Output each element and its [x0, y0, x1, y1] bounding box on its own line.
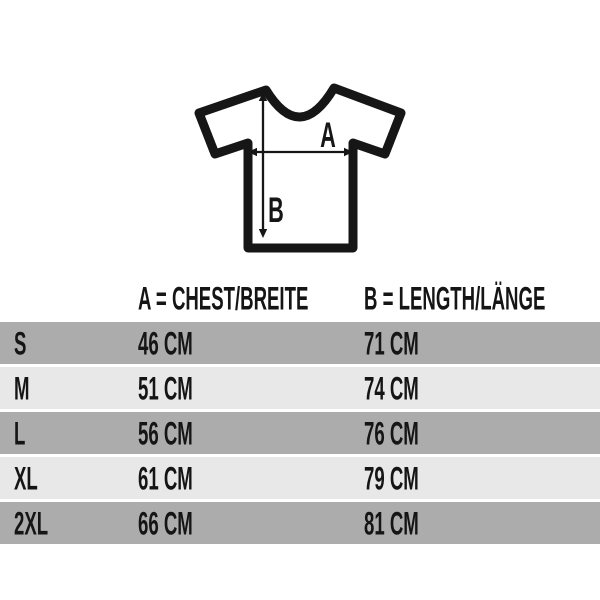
table-row-m — [0, 367, 600, 409]
chest-cell — [138, 324, 364, 362]
chest-cell — [138, 414, 364, 452]
length-value: 79 CM — [364, 459, 419, 497]
chest-cell — [138, 459, 364, 497]
size-cell — [0, 414, 138, 452]
table-row-s — [0, 322, 600, 364]
size-cell — [0, 504, 138, 542]
chest-cell — [138, 369, 364, 407]
length-value: 71 CM — [364, 324, 419, 362]
length-cell — [364, 459, 600, 497]
size-label: 2XL — [14, 504, 49, 542]
size-table — [0, 322, 600, 547]
length-value: 74 CM — [364, 369, 419, 407]
chest-value: 51 CM — [138, 369, 193, 407]
size-label: S — [14, 324, 27, 362]
chest-cell — [138, 504, 364, 542]
chest-value: 61 CM — [138, 459, 193, 497]
table-row-2xl — [0, 502, 600, 544]
header-length-cell — [364, 279, 600, 317]
length-value: 76 CM — [364, 414, 419, 452]
chest-value: 66 CM — [138, 504, 193, 542]
size-label: L — [14, 414, 26, 452]
tshirt-outline — [199, 88, 401, 248]
tshirt-diagram — [193, 72, 407, 258]
length-cell — [364, 504, 600, 542]
size-label: XL — [14, 459, 38, 497]
size-cell — [0, 459, 138, 497]
length-cell — [364, 369, 600, 407]
size-label: M — [14, 369, 30, 407]
table-row-l — [0, 412, 600, 454]
length-cell — [364, 414, 600, 452]
size-cell — [0, 369, 138, 407]
size-cell — [0, 324, 138, 362]
length-arrow-label: B — [268, 191, 284, 231]
length-cell — [364, 324, 600, 362]
table-row-xl — [0, 457, 600, 499]
length-value: 81 CM — [364, 504, 419, 542]
header-chest-cell — [138, 279, 364, 317]
table-header — [0, 279, 600, 317]
chest-arrow-label: A — [320, 116, 336, 156]
chest-value: 46 CM — [138, 324, 193, 362]
header-length-label: B = LENGTH/LÄNGE — [364, 279, 546, 317]
chest-value: 56 CM — [138, 414, 193, 452]
header-chest-label: A = CHEST/BREITE — [138, 279, 309, 317]
